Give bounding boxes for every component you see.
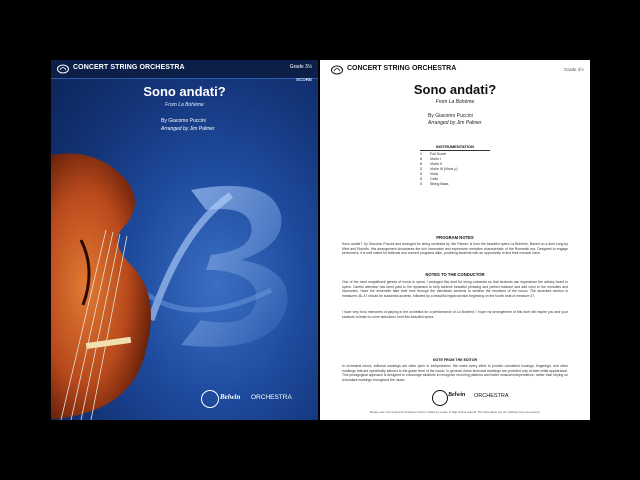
conductor-notes-heading: NOTES TO THE CONDUCTOR <box>425 272 485 277</box>
editor-note-text: In orchestral music, editorial markings are often open to interpretation. We make every effort to provide consistent bowings, fingerings, and other markings that are specifically tailored to the grade level of the music. In general, these technical markings are provided only at their initial appearance. This pedagogical approach is designed to encourage students to recognize recurring patterns and foster musical independence, rather than relying on redundant markings throughout the music. <box>342 364 568 382</box>
instrument-count: 5 <box>420 177 422 181</box>
instrument-name: Violin III (Viola ℘) <box>430 167 458 171</box>
instrument-row <box>420 182 490 187</box>
cover-score-label: SCORE <box>295 77 312 82</box>
program-notes-text: Sono andati?, by Giacomo Puccini and arranged for string orchestra by Jim Palmer, is from the beautiful opera La Bohème. Based on a duet sung by Mimi and Rodolfo, this arrangement showcases the rich harmonies and expressive melodies characteristic of the Romantic era. Designed to engage performers, it is well suited for festivals and concert programs alike, providing students with an opportunity to find their musical voice. <box>342 242 568 256</box>
conductor-notes-text: One of the most magnificent genres of music is opera. I arranged this duet for string orchestra so that students can experience the artistry found in opera. Careful attention has been paid to the dynamics to help achieve beautiful phrasing and perfect balance and add color to the melodies and harmonies. Have the ensemble take their time through the ritardando sections to achieve the emotions of the music. The accented section in measures 46–47 should be sustained accents, followed by a beautiful legato section beginning on the fourth beat of measure 47. <box>342 280 568 298</box>
conductor-notes-text-2: I have very fond memories of playing in the orchestra for a performance of La Bohème. I hope my arrangement of this duet will inspire you and your students to listen to more selections from this beautiful opera. <box>342 310 568 319</box>
instrument-count: 5 <box>420 167 422 171</box>
belwin-circle-icon <box>201 390 219 408</box>
page-title: Sono andati? <box>413 82 497 97</box>
cover-publisher-word: ORCHESTRA <box>251 394 292 401</box>
instrument-name: Cello <box>430 177 439 181</box>
cover-arranger: Arranged by Jim Palmer <box>161 126 215 132</box>
score-cover <box>51 60 318 420</box>
instrument-name: Violin II <box>430 162 442 166</box>
editor-note-heading: NOTE FROM THE EDITOR <box>432 358 478 362</box>
page-arranger: Arranged by Jim Palmer <box>428 120 482 126</box>
cover-grade: Grade 3½ <box>289 64 312 70</box>
page-subtitle: From La Bohème <box>435 99 475 105</box>
page-grade: Grade 3½ <box>563 67 584 72</box>
cover-subtitle: From La Bohème <box>165 102 204 108</box>
page-publisher-brand: Belwin <box>448 392 466 398</box>
instrument-count: 8 <box>420 162 422 166</box>
cover-publisher-brand: Belwin <box>220 393 241 401</box>
instrument-name: String Bass <box>430 182 449 186</box>
instrumentation-heading: INSTRUMENTATION <box>420 144 490 151</box>
instrument-count: 5 <box>420 172 422 176</box>
instrument-count: 5 <box>420 182 422 186</box>
page-publisher-word: ORCHESTRA <box>474 393 509 399</box>
program-notes-heading: PROGRAM NOTES <box>436 235 474 240</box>
instrumentation-list <box>420 144 490 187</box>
cover-title: Sono andati? <box>143 84 226 99</box>
instrument-name: Viola <box>430 172 438 176</box>
alfred-logo-icon <box>331 65 343 75</box>
cover-series-label: CONCERT STRING ORCHESTRA <box>73 64 185 71</box>
instrument-count: 1 <box>420 152 422 156</box>
page-composer: By Giacomo Puccini <box>428 113 473 119</box>
violin-image <box>51 120 191 420</box>
instrument-count: 8 <box>420 157 422 161</box>
page-series-label: CONCERT STRING ORCHESTRA <box>347 65 457 72</box>
alfred-logo-icon <box>57 64 69 74</box>
cover-composer: By Giacomo Puccini <box>161 118 206 124</box>
instrument-name: Full Score <box>430 152 447 156</box>
belwin-circle-icon <box>432 390 448 406</box>
score-info-page <box>320 60 590 420</box>
instrument-name: Violin I <box>430 157 441 161</box>
page-footer-note: Please note: Our band and orchestra music is edited by a team of high school experts. The information you are holding now is an excerpt. <box>369 410 541 414</box>
